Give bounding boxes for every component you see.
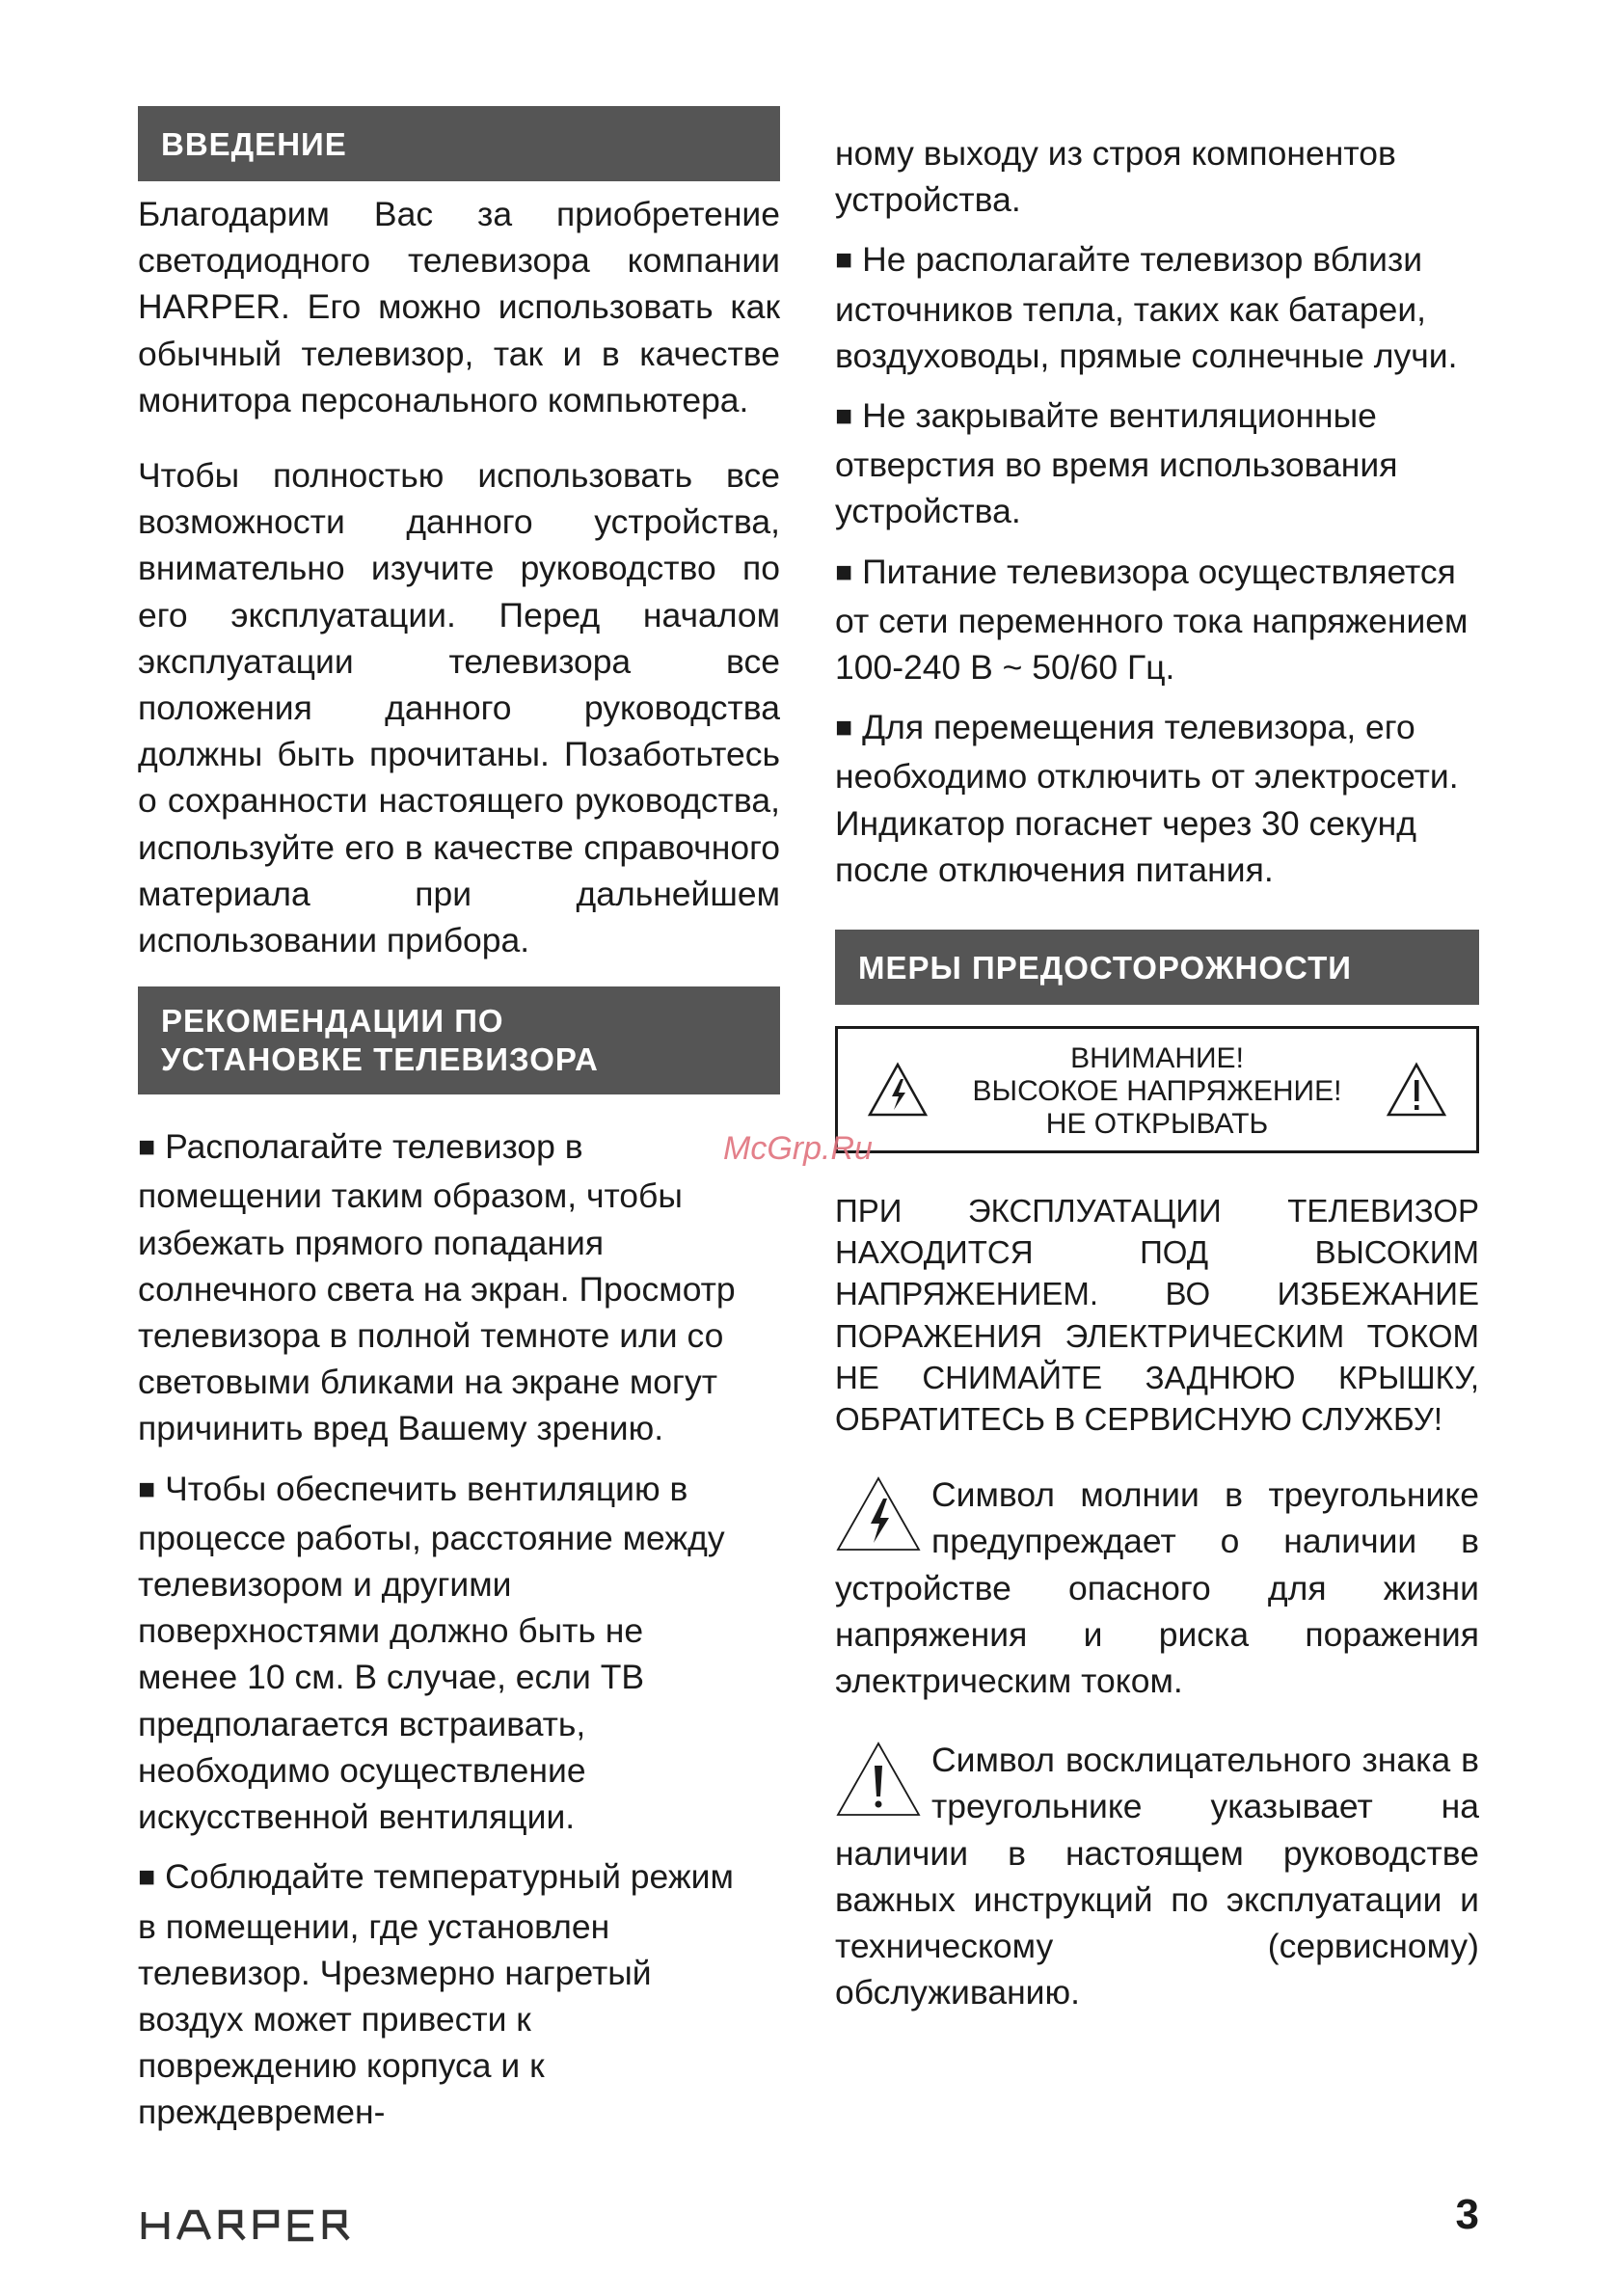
warning-line-3: НЕ ОТКРЫВАТЬ <box>1045 1108 1269 1141</box>
bullet-7 <box>835 704 1479 893</box>
intro-paragraph-1: Благодарим Вас за приобретение светодиодного телевизора компании HARPER. Его можно использовать как обычный телевизор, так и в качестве монитора персонального компьютера. <box>138 195 780 419</box>
exclamation-symbol-text: Символ восклицательного знака в треугольнике указывает на наличии в настоящем руководстве важных инструкций по эксплуатации и техническому (сервисному) обслуживанию. <box>835 1741 1479 2012</box>
exclamation-triangle-icon <box>835 1741 922 1818</box>
harper-logo <box>140 2208 352 2243</box>
page-number: 3 <box>1455 2191 1479 2238</box>
bullet-4-text: Не располагайте телевизор вблизи источников тепла, таких как батареи, воздуховоды, прямые солнечные лучи. <box>835 240 1458 375</box>
bullet-square-icon <box>835 240 862 279</box>
lightning-triangle-icon <box>867 1062 929 1118</box>
exclamation-symbol-explanation <box>835 1737 1479 2015</box>
safety-header: МЕРЫ ПРЕДОСТОРОЖНОСТИ <box>835 930 1479 1005</box>
install-bullet-2 <box>138 1466 780 1841</box>
install-header-line-1: РЕКОМЕНДАЦИИ ПО <box>161 1003 504 1040</box>
continued-text: ному выходу из строя компонентов устройства. <box>835 134 1396 220</box>
exclamation-triangle-icon <box>1386 1062 1447 1118</box>
bullet-square-icon <box>835 708 862 746</box>
warning-line-2: ВЫСОКОЕ НАПРЯЖЕНИЕ! <box>972 1075 1342 1108</box>
high-voltage-warning-box <box>835 1026 1479 1153</box>
bullet-5-text: Не закрывайте вентиляционные отверстия во время использования устройства. <box>835 396 1398 531</box>
bullet-4 <box>835 236 1479 379</box>
install-bullet-1 <box>138 1123 780 1451</box>
watermark-text: McGrp.Ru <box>723 1130 873 1167</box>
install-bullet-1-text: Располагайте телевизор в помещении таким образом, чтобы избежать прямого попадания солнечного света на экран. Просмотр телевизора в полной темноте или со световыми бликами на экране могут причинить вред Вашему зрению. <box>138 1127 736 1448</box>
intro-paragraph-2: Чтобы полностью использовать все возможности данного устройства, внимательно изучите руководство по его эксплуатации. Перед началом эксплуатации телевизора все положения данного руководства должны быть прочитаны. Позаботьтесь о сохранности настоящего руководства, используйте его в качестве справочного материала при дальнейшем использовании прибора. <box>138 456 780 960</box>
bullet-square-icon <box>835 553 862 591</box>
bullet-7-text: Для перемещения телевизора, его необходимо отключить от электросети. Индикатор погаснет через 30 секунд после отключения питания. <box>835 708 1459 889</box>
right-column <box>835 130 1479 2016</box>
bullet-square-icon <box>138 1470 165 1508</box>
bullet-6 <box>835 549 1479 691</box>
left-column <box>138 106 780 2136</box>
install-bullet-3 <box>138 1853 780 2135</box>
install-header <box>138 986 780 1094</box>
lightning-triangle-icon <box>835 1475 922 1553</box>
bullet-5 <box>835 392 1479 535</box>
install-bullet-2-text: Чтобы обеспечить вентиляцию в процессе работы, расстояние между телевизором и другими поверхностями должно быть не менее 10 см. В случае, если ТВ предполагается встраивать, необходимо осуществление искусственной вентиляции. <box>138 1469 725 1837</box>
bullet-square-icon <box>835 396 862 435</box>
lightning-symbol-explanation <box>835 1472 1479 1704</box>
warning-line-1: ВНИМАНИЕ! <box>1070 1042 1244 1075</box>
bullet-6-text: Питание телевизора осуществляется от сети переменного тока напряжением 100-240 В ~ 50/60 Гц. <box>835 552 1469 688</box>
bullet-square-icon <box>138 1127 165 1166</box>
install-bullet-3-text: Соблюдайте температурный режим в помещении, где установлен телевизор. Чрезмерно нагретый воздух может привести к повреждению корпуса и к преждевремен- <box>138 1857 734 2132</box>
high-voltage-notice: ПРИ ЭКСПЛУАТАЦИИ ТЕЛЕВИЗОР НАХОДИТСЯ ПОД ВЫСОКИМ НАПРЯЖЕНИЕМ. ВО ИЗБЕЖАНИЕ ПОРАЖЕНИЯ ЭЛЕКТРИЧЕСКИМ ТОКОМ НЕ СНИМАЙТЕ ЗАДНЮЮ КРЫШКУ, ОБРАТИТЕСЬ В СЕРВИСНУЮ СЛУЖБУ! <box>835 1193 1479 1438</box>
warning-text <box>944 1042 1370 1141</box>
intro-header: ВВЕДЕНИЕ <box>138 106 780 181</box>
lightning-symbol-text: Символ молнии в треугольнике предупреждает о наличии в устройстве опасного для жизни напряжения и риска поражения электрическим током. <box>835 1475 1479 1701</box>
install-header-line-2: УСТАНОВКЕ ТЕЛЕВИЗОРА <box>161 1041 599 1078</box>
bullet-square-icon <box>138 1857 165 1896</box>
